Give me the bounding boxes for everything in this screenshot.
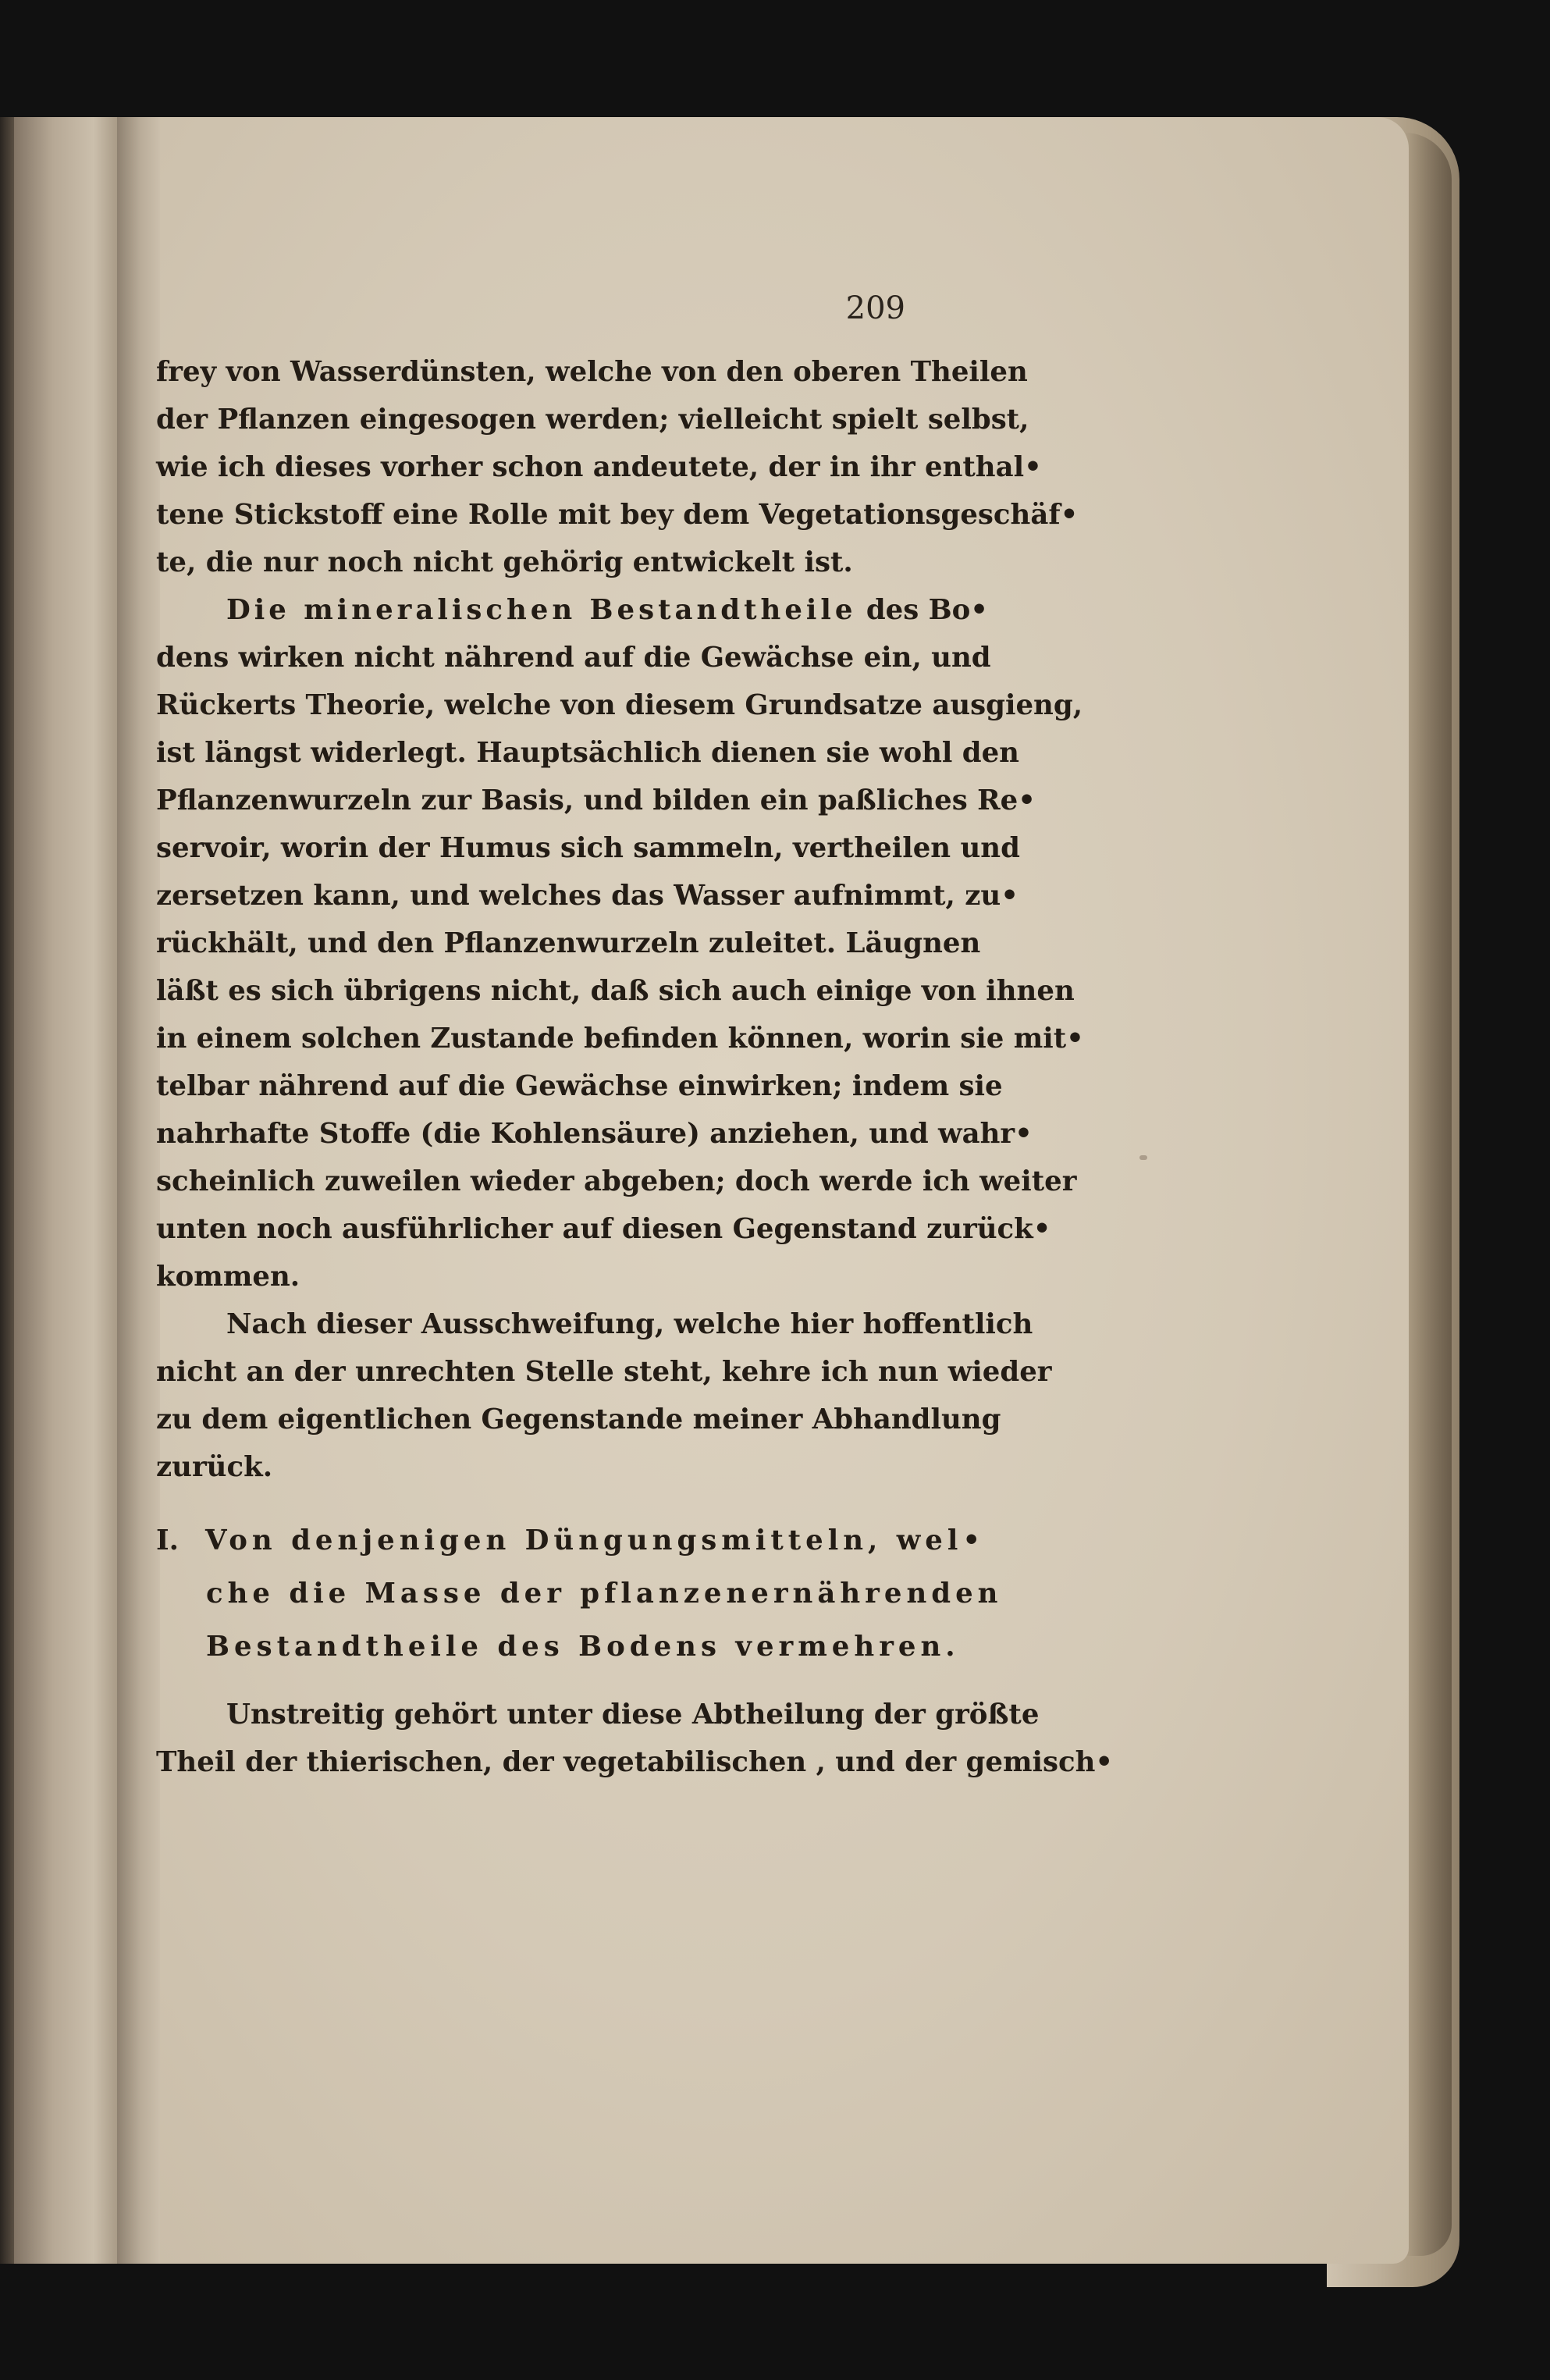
text-line: Unstreitig gehört unter diese Abtheilung der größte [226,1699,1040,1731]
text-line: ist längst widerlegt. Hauptsächlich dienen sie wohl den [156,737,1019,769]
paragraph-3 [156,1300,1052,1491]
text-line: servoir, worin der Humus sich sammeln, vertheilen und [156,832,1020,864]
text-line: der Pflanzen eingesogen werden; vielleicht spielt selbst, [156,404,1029,436]
text-line: telbar nährend auf die Gewächse einwirken; indem sie [156,1070,1003,1102]
text-line: rückhält, und den Pflanzenwurzeln zuleitet. Läugnen [156,927,981,959]
page-body [156,348,1114,1786]
text-line: in einem solchen Zustande befinden können, worin sie mit• [156,1023,1084,1055]
text-line: Nach dieser Ausschweifung, welche hier hoffentlich [226,1308,1033,1340]
text-line: Theil der thierischen, der vegetabilischen , und der gemisch• [156,1746,1114,1778]
text-line: wie ich dieses vorher schon andeutete, der in ihr enthal• [156,451,1042,483]
ink-smudge [1139,1155,1147,1160]
paragraph-1 [156,348,1079,586]
text-line: nahrhafte Stoffe (die Kohlensäure) anziehen, und wahr• [156,1118,1033,1150]
text-line: zersetzen kann, und welches das Wasser aufnimmt, zu• [156,880,1019,912]
text-line: kommen. [156,1261,300,1293]
text-line: Pflanzenwurzeln zur Basis, und bilden ein paßliches Re• [156,784,1036,816]
text-line: unten noch ausführlicher auf diesen Gegenstand zurück• [156,1213,1051,1245]
section-numeral: I. [156,1524,179,1556]
text-line: Rückerts Theorie, welche von diesem Grundsatze ausgieng, [156,689,1083,721]
lead-rest: des Bo• [856,594,988,626]
text-line: te, die nur noch nicht gehörig entwickelt ist. [156,546,853,578]
heading-line: che die Masse der pflanzenernährenden [206,1578,1003,1610]
left-page-edge [0,117,117,2264]
text-line: nicht an der unrechten Stelle steht, kehre ich nun wieder [156,1356,1052,1388]
text-line: läßt es sich übrigens nicht, daß sich auch einige von ihnen [156,975,1075,1007]
text-line: zurück. [156,1451,273,1483]
text-line: dens wirken nicht nährend auf die Gewächse ein, und [156,642,991,674]
heading-text: Von denjenigen Düngungsmitteln, wel• [204,1524,986,1556]
heading-line [156,1514,986,1567]
page-number: 209 [845,290,905,326]
paragraph-4 [156,1691,1114,1786]
text-line: scheinlich zuweilen wieder abgeben; doch werde ich weiter [156,1165,1077,1197]
section-heading [156,1514,1003,1674]
text-line: zu dem eigentlichen Gegenstande meiner Abhandlung [156,1403,1001,1435]
paragraph-2 [156,586,1084,1300]
left-cover-edge [0,117,14,2264]
text-line: tene Stickstoff eine Rolle mit bey dem Vegetationsgeschäf• [156,499,1079,531]
heading-line: Bestandtheile des Bodens vermehren. [206,1631,960,1663]
page-edge-shadow [1405,133,1452,2256]
text-line [156,586,988,634]
text-line: frey von Wasserdünsten, welche von den oberen Theilen [156,356,1028,388]
spaced-emphasis: Die mineralischen Bestandtheile [226,594,857,626]
